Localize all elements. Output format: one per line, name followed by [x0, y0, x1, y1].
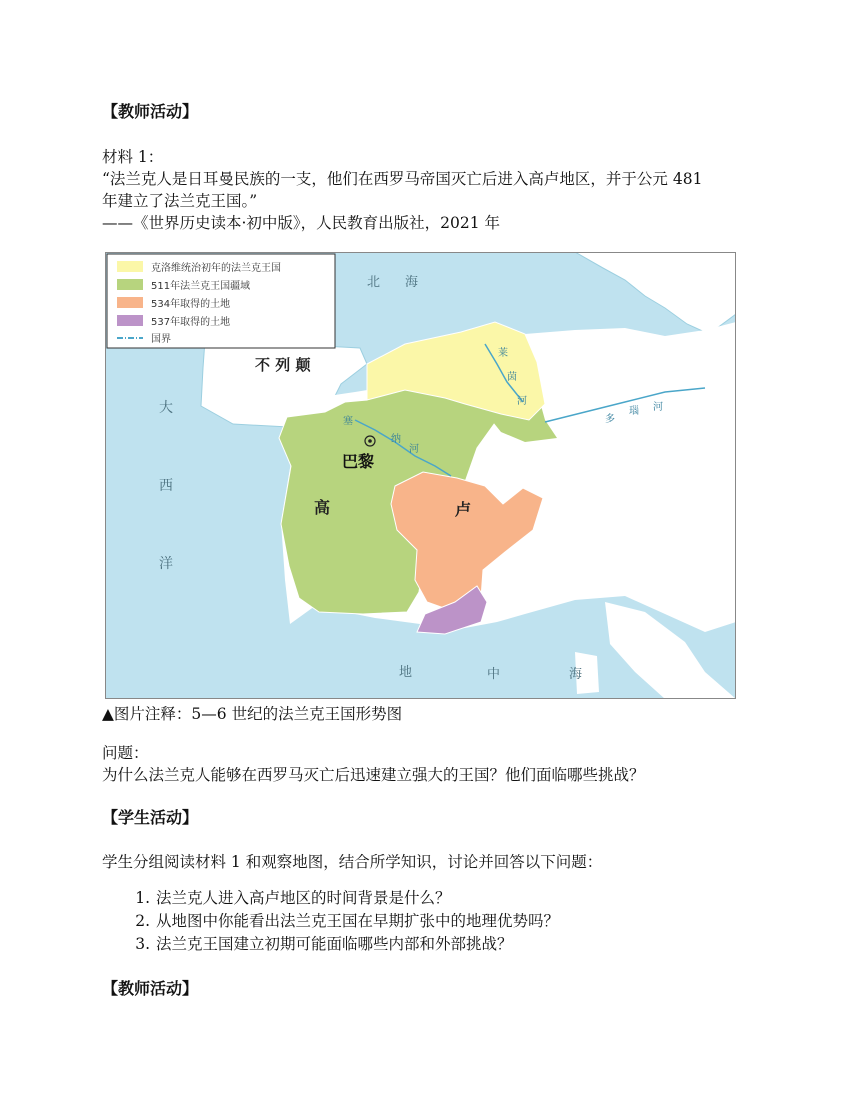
label-britain: 不 列 颠 — [255, 356, 311, 374]
label-gao: 高 — [314, 498, 331, 517]
list-item: 3. 法兰克王国建立初期可能面临哪些内部和外部挑战？ — [135, 935, 513, 953]
svg-text:河: 河 — [653, 402, 663, 413]
frankish-kingdom-map — [105, 252, 736, 699]
svg-text:海: 海 — [405, 275, 419, 290]
discussion-questions — [130, 887, 559, 956]
list-item: 1. 法兰克人进入高卢地区的时间背景是什么？ — [135, 889, 451, 907]
svg-text:北: 北 — [367, 275, 381, 290]
svg-text:海: 海 — [569, 667, 583, 682]
quote-source: ——《世界历史读本·初中版》，人民教育出版社，2021 年 — [102, 214, 501, 232]
svg-text:大: 大 — [159, 400, 173, 416]
legend-item-1: 克洛维统治初年的法兰克王国 — [151, 263, 281, 274]
legend-item-3: 534年取得的土地 — [151, 299, 231, 310]
svg-text:纳: 纳 — [391, 434, 401, 445]
svg-text:瑙: 瑙 — [629, 406, 639, 417]
quote-line-2: 年建立了法兰克王国。” — [102, 192, 258, 210]
svg-text:中: 中 — [487, 667, 501, 682]
student-intro: 学生分组阅读材料 1 和观察地图，结合所学知识，讨论并回答以下问题： — [102, 853, 603, 871]
svg-text:西: 西 — [159, 478, 173, 494]
section-heading-teacher-2: 【教师活动】 — [102, 979, 199, 998]
svg-text:洋: 洋 — [159, 556, 173, 572]
svg-text:塞: 塞 — [343, 416, 353, 427]
map-caption: ▲图片注释：5—6 世纪的法兰克王国形势图 — [102, 705, 403, 723]
svg-text:地: 地 — [399, 665, 413, 680]
svg-text:多: 多 — [605, 414, 615, 425]
label-lu: 卢 — [455, 500, 472, 519]
material-label: 材料 1： — [102, 148, 164, 166]
legend-item-5: 国界 — [151, 334, 171, 345]
question-label: 问题： — [102, 744, 149, 762]
svg-text:河: 河 — [517, 396, 527, 407]
question-text: 为什么法兰克人能够在西罗马灭亡后迅速建立强大的王国？他们面临哪些挑战？ — [102, 766, 645, 784]
map-legend — [107, 254, 335, 348]
legend-item-2: 511年法兰克王国疆域 — [151, 281, 251, 292]
quote-line-1: “法兰克人是日耳曼民族的一支，他们在西罗马帝国灭亡后进入高卢地区，并于公元 481 — [102, 170, 703, 188]
section-heading-teacher: 【教师活动】 — [102, 102, 199, 121]
legend-item-4: 537年取得的土地 — [151, 317, 231, 328]
list-item: 2. 从地图中你能看出法兰克王国在早期扩张中的地理优势吗？ — [135, 912, 560, 930]
section-heading-student: 【学生活动】 — [102, 808, 199, 827]
svg-text:莱: 莱 — [498, 348, 508, 359]
svg-text:茵: 茵 — [507, 372, 517, 383]
label-paris: 巴黎 — [342, 452, 375, 471]
svg-text:河: 河 — [409, 444, 419, 455]
